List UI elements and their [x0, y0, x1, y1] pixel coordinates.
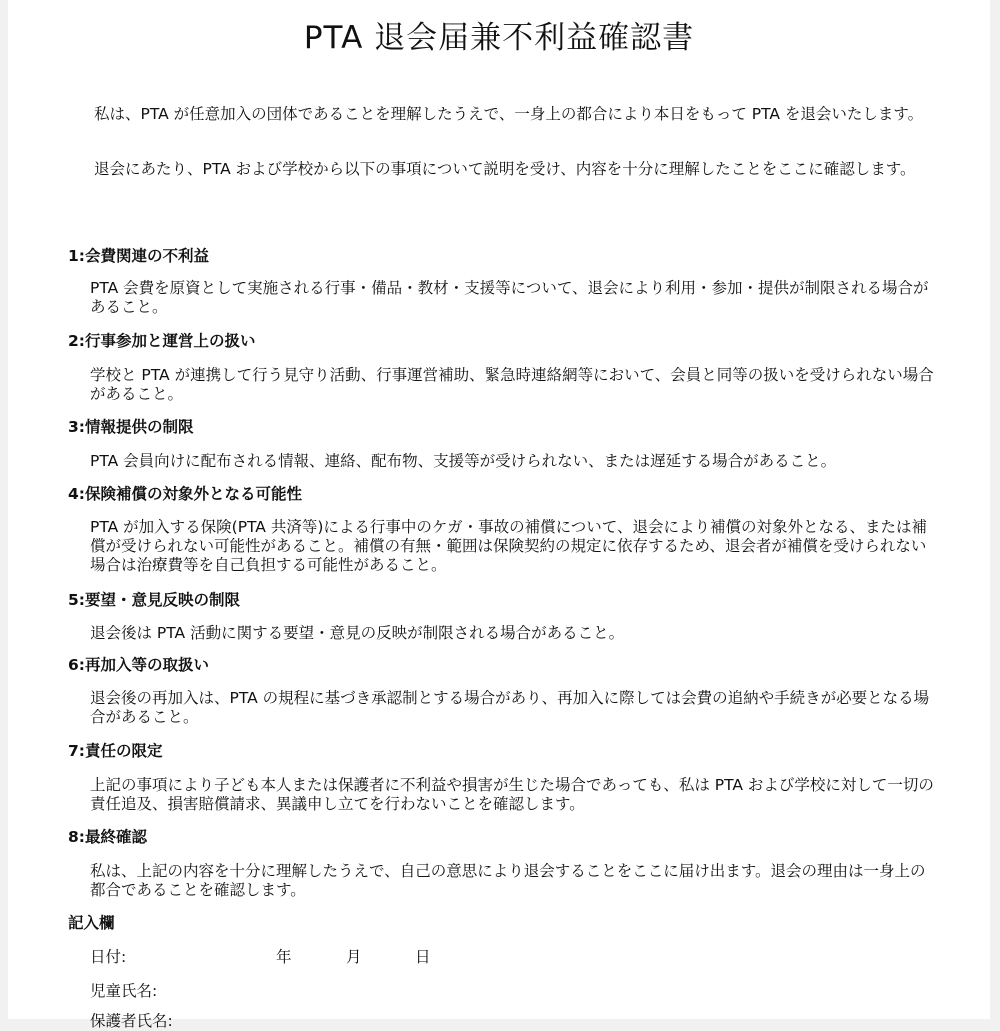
- section-5-heading: 5:要望・意見反映の制限: [68, 591, 240, 609]
- date-year-unit: 年: [276, 948, 292, 966]
- intro-paragraph-1: 私は、PTA が任意加入の団体であることを理解したうえで、一身上の都合により本日をもって PTA を退会いたします。: [94, 105, 924, 123]
- section-3-heading: 3:情報提供の制限: [68, 418, 194, 436]
- form-heading: 記入欄: [68, 914, 115, 932]
- date-label: 日付:: [90, 948, 127, 966]
- section-1-heading: 1:会費関連の不利益: [68, 247, 209, 265]
- document-page: [8, 0, 990, 1030]
- intro-paragraph-2: 退会にあたり、PTA および学校から以下の事項について説明を受け、内容を十分に理解したことをここに確認します。: [94, 160, 916, 178]
- section-1-body: PTA 会費を原資として実施される行事・備品・教材・支援等について、退会により利用・参加・提供が制限される場合があること。: [90, 279, 929, 316]
- section-4-heading: 4:保険補償の対象外となる可能性: [68, 485, 302, 503]
- section-4-body: PTA が加入する保険(PTA 共済等)による行事中のケガ・事故の補償について、退会により補償の対象外となる、または補償が受けられない可能性があること。補償の有無・範囲は保険契約の規定に依存するため、退会者が補償を受けられない場合は治療費等を自己負担する可能性があること。: [90, 518, 927, 574]
- section-2-heading: 2:行事参加と運営上の扱い: [68, 332, 256, 350]
- section-8-body: 私は、上記の内容を十分に理解したうえで、自己の意思により退会することをここに届け出ます。退会の理由は一身上の都合であることを確認します。: [90, 862, 926, 899]
- section-2-body: 学校と PTA が連携して行う見守り活動、行事運営補助、緊急時連絡網等において、会員と同等の扱いを受けられない場合があること。: [90, 366, 934, 403]
- section-5-body: 退会後は PTA 活動に関する要望・意見の反映が制限される場合があること。: [90, 624, 625, 642]
- section-7-body: 上記の事項により子ども本人または保護者に不利益や損害が生じた場合であっても、私は PTA および学校に対して一切の責任追及、損害賠償請求、異議申し立てを行わないことを確認します。: [90, 776, 934, 813]
- section-8-heading: 8:最終確認: [68, 828, 147, 846]
- document-title: PTA 退会届兼不利益確認書: [303, 20, 695, 56]
- section-6-heading: 6:再加入等の取扱い: [68, 656, 209, 674]
- section-7-heading: 7:責任の限定: [68, 742, 163, 760]
- section-3-body: PTA 会員向けに配布される情報、連絡、配布物、支援等が受けられない、または遅延する場合があること。: [90, 452, 837, 470]
- section-6-body: 退会後の再加入は、PTA の規程に基づき承認制とする場合があり、再加入に際しては会費の追納や手続きが必要となる場合があること。: [90, 689, 930, 726]
- date-month-unit: 月: [346, 948, 362, 966]
- child-name-label: 児童氏名:: [90, 982, 158, 1000]
- date-day-unit: 日: [415, 948, 431, 966]
- guardian-name-label: 保護者氏名:: [90, 1012, 173, 1030]
